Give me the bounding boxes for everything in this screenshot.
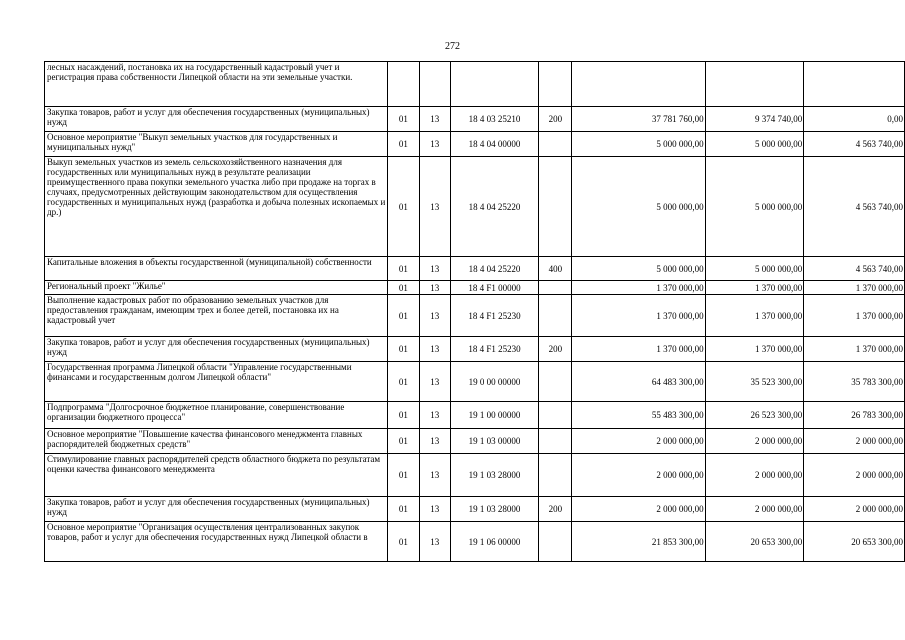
row-name: Закупка товаров, работ и услуг для обеспечения государственных (муниципальных) нужд (45, 107, 388, 132)
row-section: 01 (387, 132, 419, 157)
row-section: 01 (387, 454, 419, 497)
row-amount-year3: 2 000 000,00 (804, 454, 905, 497)
row-name: Региональный проект "Жилье" (45, 281, 388, 295)
row-amount-year2: 1 370 000,00 (705, 281, 804, 295)
table-row (45, 337, 905, 362)
table-row (45, 362, 905, 402)
table-row (45, 107, 905, 132)
row-subsection: 13 (419, 107, 450, 132)
row-name: Государственная программа Липецкой области "Управление государственными финансами и государственным долгом Липецкой области" (45, 362, 388, 402)
table-row (45, 454, 905, 497)
row-amount-year2: 9 374 740,00 (705, 107, 804, 132)
row-subsection: 13 (419, 454, 450, 497)
row-amount-year1: 2 000 000,00 (572, 454, 705, 497)
row-amount-year3: 35 783 300,00 (804, 362, 905, 402)
row-amount-year1: 64 483 300,00 (572, 362, 705, 402)
row-section: 01 (387, 497, 419, 522)
row-name: Закупка товаров, работ и услуг для обеспечения государственных (муниципальных) нужд (45, 497, 388, 522)
table-row (45, 281, 905, 295)
row-amount-year2: 2 000 000,00 (705, 429, 804, 454)
row-amount-year2: 35 523 300,00 (705, 362, 804, 402)
row-target-code (450, 62, 539, 107)
table-row (45, 522, 905, 562)
row-target-code: 18 4 03 25210 (450, 107, 539, 132)
row-amount-year3: 2 000 000,00 (804, 497, 905, 522)
table-row (45, 62, 905, 107)
row-subsection: 13 (419, 429, 450, 454)
row-amount-year3: 4 563 740,00 (804, 132, 905, 157)
row-amount-year3: 4 563 740,00 (804, 157, 905, 257)
row-target-code: 19 1 03 28000 (450, 454, 539, 497)
row-target-code: 18 4 04 25220 (450, 257, 539, 281)
row-amount-year2: 5 000 000,00 (705, 132, 804, 157)
row-expense-type (539, 402, 572, 429)
row-expense-type (539, 295, 572, 337)
row-section: 01 (387, 522, 419, 562)
row-subsection: 13 (419, 522, 450, 562)
row-amount-year1: 1 370 000,00 (572, 295, 705, 337)
row-amount-year1: 5 000 000,00 (572, 157, 705, 257)
row-amount-year3: 20 653 300,00 (804, 522, 905, 562)
row-subsection: 13 (419, 257, 450, 281)
page-number: 272 (445, 41, 460, 52)
row-target-code: 18 4 F1 25230 (450, 295, 539, 337)
row-target-code: 18 4 F1 25230 (450, 337, 539, 362)
row-amount-year1: 37 781 760,00 (572, 107, 705, 132)
row-subsection: 13 (419, 281, 450, 295)
row-section: 01 (387, 295, 419, 337)
row-subsection: 13 (419, 132, 450, 157)
row-name: Основное мероприятие "Выкуп земельных участков для государственных и муниципальных нужд" (45, 132, 388, 157)
row-amount-year1: 55 483 300,00 (572, 402, 705, 429)
row-expense-type (539, 132, 572, 157)
row-amount-year2: 5 000 000,00 (705, 157, 804, 257)
row-expense-type (539, 522, 572, 562)
row-expense-type (539, 362, 572, 402)
row-expense-type (539, 429, 572, 454)
row-amount-year1: 21 853 300,00 (572, 522, 705, 562)
row-amount-year1: 1 370 000,00 (572, 281, 705, 295)
budget-table (44, 61, 905, 562)
row-name: Подпрограмма "Долгосрочное бюджетное планирование, совершенствование организации бюджетного процесса" (45, 402, 388, 429)
row-amount-year3: 4 563 740,00 (804, 257, 905, 281)
row-amount-year2: 1 370 000,00 (705, 337, 804, 362)
row-section: 01 (387, 107, 419, 132)
row-subsection: 13 (419, 497, 450, 522)
row-expense-type (539, 454, 572, 497)
row-section: 01 (387, 429, 419, 454)
row-target-code: 19 1 00 00000 (450, 402, 539, 429)
row-name: Стимулирование главных распорядителей средств областного бюджета по результатам оценки качества финансового менеджмента (45, 454, 388, 497)
row-section: 01 (387, 257, 419, 281)
row-expense-type (539, 62, 572, 107)
row-subsection: 13 (419, 295, 450, 337)
row-name: Выполнение кадастровых работ по образованию земельных участков для предоставления гражданам, имеющим трех и более детей, постановка их на кадастровый учет (45, 295, 388, 337)
row-amount-year3: 26 783 300,00 (804, 402, 905, 429)
row-amount-year3: 0,00 (804, 107, 905, 132)
row-target-code: 19 1 03 00000 (450, 429, 539, 454)
row-amount-year1: 2 000 000,00 (572, 429, 705, 454)
row-expense-type: 200 (539, 337, 572, 362)
row-section: 01 (387, 157, 419, 257)
row-section (387, 62, 419, 107)
row-section: 01 (387, 337, 419, 362)
row-target-code: 19 1 06 00000 (450, 522, 539, 562)
table-row (45, 295, 905, 337)
row-section: 01 (387, 402, 419, 429)
row-subsection (419, 62, 450, 107)
row-name: Закупка товаров, работ и услуг для обеспечения государственных (муниципальных) нужд (45, 337, 388, 362)
row-expense-type: 400 (539, 257, 572, 281)
row-amount-year1: 5 000 000,00 (572, 257, 705, 281)
row-expense-type (539, 281, 572, 295)
row-name: Основное мероприятие "Организация осуществления централизованных закупок товаров, работ и услуг для обеспечения государственных нужд Липецкой области в (45, 522, 388, 562)
row-amount-year3: 1 370 000,00 (804, 281, 905, 295)
row-amount-year3: 1 370 000,00 (804, 337, 905, 362)
row-subsection: 13 (419, 157, 450, 257)
row-section: 01 (387, 281, 419, 295)
row-name: Капитальные вложения в объекты государственной (муниципальной) собственности (45, 257, 388, 281)
row-target-code: 18 4 04 25220 (450, 157, 539, 257)
table-row (45, 402, 905, 429)
table-row (45, 132, 905, 157)
row-amount-year3: 2 000 000,00 (804, 429, 905, 454)
row-amount-year1 (572, 62, 705, 107)
row-expense-type (539, 157, 572, 257)
budget-table-body (45, 62, 905, 562)
row-amount-year1: 2 000 000,00 (572, 497, 705, 522)
row-target-code: 18 4 F1 00000 (450, 281, 539, 295)
row-subsection: 13 (419, 337, 450, 362)
row-amount-year1: 1 370 000,00 (572, 337, 705, 362)
row-amount-year2 (705, 62, 804, 107)
row-name: Выкуп земельных участков из земель сельскохозяйственного назначения для государственных или муниципальных нужд в результате реализации преимущественного права покупки земельного участка либо при продаже на торгах в случаях, предусмотренных действующим законодательством для осуществления государственных и муниципальных нужд (разработка и добыча полезных ископаемых и др.) (45, 157, 388, 257)
table-row (45, 257, 905, 281)
row-amount-year2: 5 000 000,00 (705, 257, 804, 281)
row-target-code: 19 0 00 00000 (450, 362, 539, 402)
row-amount-year2: 2 000 000,00 (705, 454, 804, 497)
row-name: лесных насаждений, постановка их на государственный кадастровый учет и регистрация права собственности Липецкой области на эти земельные участки. (45, 62, 388, 107)
row-subsection: 13 (419, 402, 450, 429)
table-row (45, 429, 905, 454)
table-row (45, 497, 905, 522)
row-amount-year3: 1 370 000,00 (804, 295, 905, 337)
table-row (45, 157, 905, 257)
row-amount-year2: 2 000 000,00 (705, 497, 804, 522)
row-expense-type: 200 (539, 497, 572, 522)
row-amount-year2: 1 370 000,00 (705, 295, 804, 337)
row-target-code: 19 1 03 28000 (450, 497, 539, 522)
row-target-code: 18 4 04 00000 (450, 132, 539, 157)
row-amount-year3 (804, 62, 905, 107)
row-subsection: 13 (419, 362, 450, 402)
row-amount-year1: 5 000 000,00 (572, 132, 705, 157)
row-amount-year2: 26 523 300,00 (705, 402, 804, 429)
row-expense-type: 200 (539, 107, 572, 132)
row-amount-year2: 20 653 300,00 (705, 522, 804, 562)
row-section: 01 (387, 362, 419, 402)
row-name: Основное мероприятие "Повышение качества финансового менеджмента главных распорядителей бюджетных средств" (45, 429, 388, 454)
